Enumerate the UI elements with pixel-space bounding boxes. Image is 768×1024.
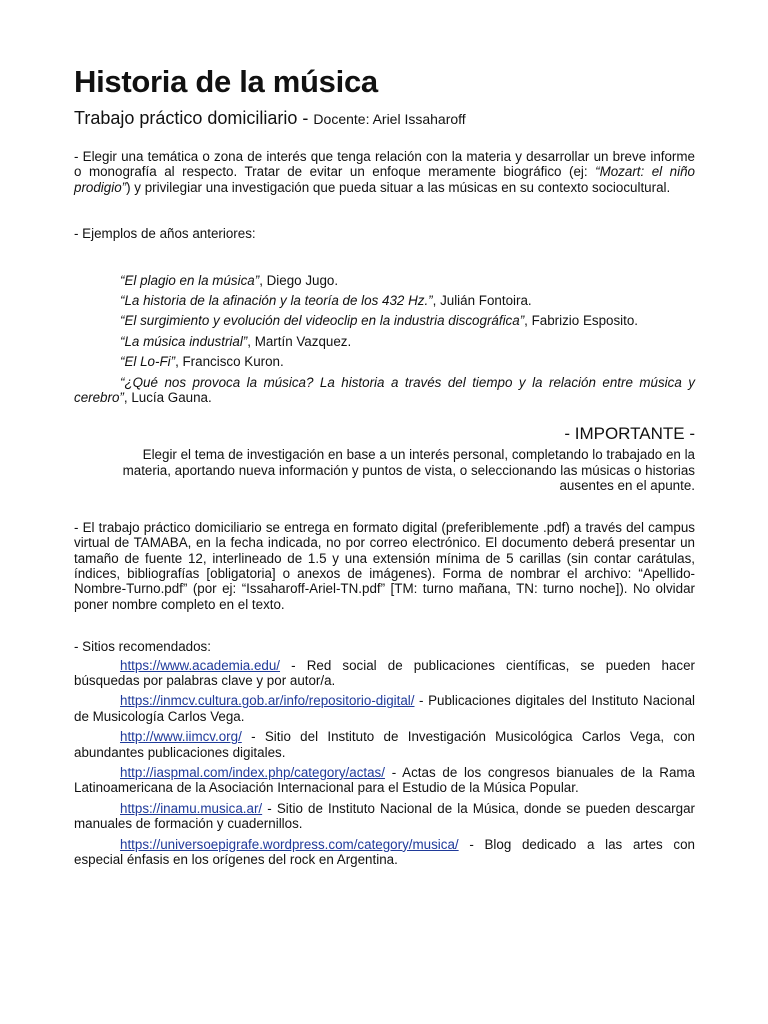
site-item	[74, 837, 695, 868]
example-title: “La historia de la afinación y la teoría de los 432 Hz.”	[120, 293, 433, 309]
site-link[interactable]: https://www.academia.edu/	[120, 657, 281, 673]
important-text: Elegir el tema de investigación en base a un interés personal, completando lo trabajado en la materia, aportando nueva información y puntos de vista, o seleccionando las músicas o historias ausentes en el apunte.	[122, 447, 695, 494]
site-item	[74, 729, 695, 760]
example-title: “El Lo-Fi”	[120, 354, 176, 370]
example-title: “El plagio en la música”	[120, 272, 260, 288]
example-author: , Fabrizio Esposito.	[524, 313, 639, 329]
examples-list	[74, 273, 695, 406]
intro-paragraph	[74, 149, 695, 195]
site-description: - Red social de publicaciones científicas, se pueden hacer búsquedas por palabras clave y por autor/a.	[74, 657, 695, 688]
site-link[interactable]: https://inmcv.cultura.gob.ar/info/repositorio-digital/	[120, 693, 415, 709]
site-item	[74, 658, 695, 689]
important-heading: - IMPORTANTE -	[564, 424, 695, 444]
site-item	[74, 801, 695, 832]
example-item	[74, 313, 695, 328]
site-description: - Blog dedicado a las artes con especial énfasis en los orígenes del rock en Argentina.	[74, 836, 695, 867]
example-author: , Diego Jugo.	[259, 272, 339, 288]
example-item	[74, 354, 695, 369]
document-subtitle	[74, 106, 695, 131]
sites-list	[74, 658, 695, 868]
site-description: - Publicaciones digitales del Instituto Nacional de Musicología Carlos Vega.	[74, 693, 695, 724]
site-description: - Sitio del Instituto de Investigación Musicológica Carlos Vega, con abundantes publicaciones digitales.	[74, 729, 695, 760]
site-link[interactable]: http://www.iimcv.org/	[120, 729, 242, 745]
site-item	[74, 765, 695, 796]
document-page	[74, 62, 695, 872]
example-item	[74, 375, 695, 406]
example-item	[74, 273, 695, 288]
site-description: - Sitio de Instituto Nacional de la Música, donde se pueden descargar manuales de formación y cuadernillos.	[74, 800, 695, 832]
site-link[interactable]: http://iaspmal.com/index.php/category/actas/	[120, 764, 385, 780]
example-item	[74, 293, 695, 308]
intro-text-start: - Elegir una temática o zona de interés que tenga relación con la materia y desarrollar un breve informe o monografía al respecto. Tratar de evitar un enfoque meramente biográfico (ej:	[74, 149, 695, 180]
intro-text-end: ) y privilegiar una investigación que pueda situar a las músicas en su contexto sociocultural.	[126, 179, 671, 195]
sites-heading: - Sitios recomendados:	[74, 639, 211, 655]
site-item	[74, 693, 695, 724]
site-link[interactable]: https://inamu.musica.ar/	[120, 800, 263, 816]
example-author: , Martín Vazquez.	[247, 333, 352, 349]
example-item	[74, 334, 695, 349]
subtitle-main: Trabajo práctico domiciliario -	[74, 108, 314, 128]
examples-heading: - Ejemplos de años anteriores:	[74, 226, 256, 242]
intro-example-italic: “Mozart: el niño prodigio”	[74, 164, 695, 195]
example-author: , Julián Fontoira.	[432, 293, 532, 309]
site-link[interactable]: https://universoepigrafe.wordpress.com/category/musica/	[120, 836, 459, 852]
example-title: “¿Qué nos provoca la música? La historia a través del tiempo y la relación entre música y cerebro”	[74, 374, 695, 406]
example-title: “El surgimiento y evolución del videoclip en la industria discográfica”	[120, 313, 525, 329]
site-description: - Actas de los congresos bianuales de la Rama Latinoamericana de la Asociación Internacional para el Estudio de la Música Popular.	[74, 764, 695, 796]
example-author: , Francisco Kuron.	[175, 354, 284, 370]
example-author: , Lucía Gauna.	[123, 390, 212, 406]
subtitle-teacher: Docente: Ariel Issaharoff	[313, 111, 466, 127]
document-title: Historia de la música	[74, 64, 378, 99]
delivery-paragraph: - El trabajo práctico domiciliario se entrega en formato digital (preferiblemente .pdf) a través del campus virtual de TAMABA, en la fecha indicada, no por correo electrónico. El documento deberá presentar un tamaño de fuente 12, interlineado de 1.5 y una extensión mínima de 5 carillas (sin contar carátulas, índices, bibliografías [obligatoria] o anexos de imágenes). Forma de nombrar el archivo: “Apellido-Nombre-Turno.pdf” (por ej: “Issaharoff-Ariel-TN.pdf” [TM: turno mañana, TN: turno noche]). No olvidar poner nombre completo en el texto.	[74, 519, 695, 612]
example-title: “La música industrial”	[120, 333, 248, 349]
